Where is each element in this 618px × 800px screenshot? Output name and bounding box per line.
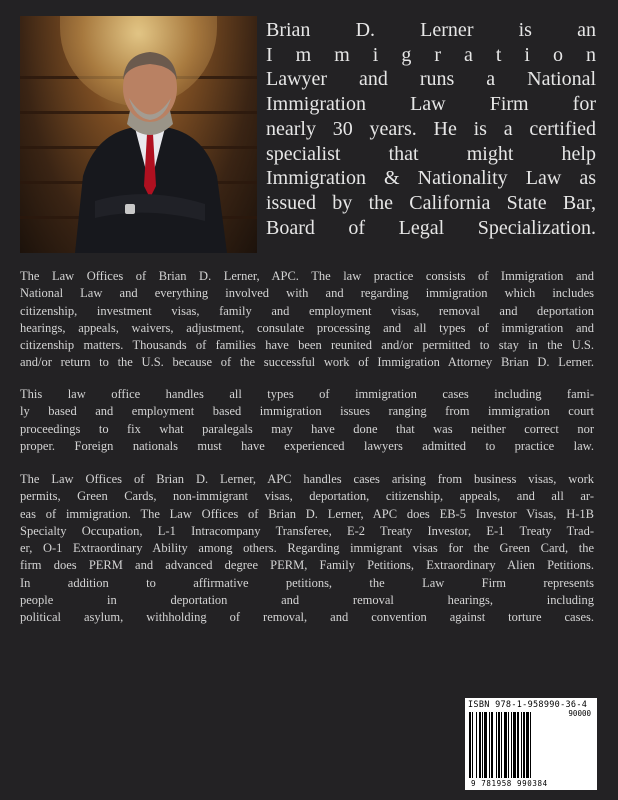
- bio-line: Lawyer and runs a National: [266, 68, 596, 91]
- price-code: 90000: [568, 709, 591, 718]
- paragraph-line: eas of immigration. The Law Offices of Brian D. Lerner, APC does EB-5 Investor Visas, H-1B: [20, 506, 594, 521]
- author-bio: [266, 18, 596, 240]
- author-figure: [65, 36, 235, 253]
- isbn-text: ISBN 978-1-958990-36-4: [468, 700, 588, 710]
- paragraph-line: permits, Green Cards, non-immigrant visas, deportation, citizenship, appeals, and all ar-: [20, 489, 594, 504]
- paragraph-line: ly based and employment based immigration issues ranging from immigration court: [20, 404, 594, 419]
- paragraph-line: er, O-1 Extraordinary Ability among others. Regarding immigrant visas for the Green Card, the: [20, 541, 594, 556]
- paragraph-line: citizenship, investment visas, family and employment visas, removal and deportation: [20, 303, 594, 318]
- paragraph-line: firm does PERM and advanced degree PERM, Family Petitions, Extraordinary Alien Petitions.: [20, 558, 594, 573]
- paragraph-law-offices: [20, 268, 594, 372]
- paragraph-line: people in deportation and removal hearings, including: [20, 593, 594, 608]
- paragraph-line: proceedings to fix what paralegals may have done that was neither correct nor: [20, 421, 594, 436]
- paragraph-line: citizenship matters. Thousands of families have been reunited and/or permitted to stay in the U.S.: [20, 338, 594, 353]
- paragraph-case-types: [20, 386, 594, 455]
- bio-line: Board of Legal Specialization.: [266, 216, 596, 239]
- barcode-digits: 9 781958 990384: [471, 779, 548, 788]
- paragraph-line: In addition to affirmative petitions, the Law Firm represents: [20, 575, 594, 590]
- barcode-bars: [469, 712, 565, 778]
- paragraph-line: National Law and everything involved with and regarding immigration which includes: [20, 286, 594, 301]
- bio-line: nearly 30 years. He is a certified: [266, 117, 596, 140]
- paragraph-line: hearings, appeals, waivers, adjustment, consulate processing and all types of immigration and: [20, 320, 594, 335]
- paragraph-line: The Law Offices of Brian D. Lerner, APC handles cases arising from business visas, work: [20, 472, 594, 486]
- bio-line: issued by the California State Bar,: [266, 191, 596, 214]
- paragraph-line: political asylum, withholding of removal, and convention against torture cases.: [20, 610, 594, 625]
- isbn-barcode: [465, 698, 597, 790]
- bio-line: Immigration Law Firm for: [266, 93, 596, 116]
- paragraph-line: proper. Foreign nationals must have experienced lawyers admitted to practice law.: [20, 438, 594, 453]
- bio-line: I m m i g r a t i o n: [266, 43, 596, 66]
- paragraph-line: and/or return to the U.S. because of the successful work of Immigration Attorney Brian D. Lerner.: [20, 355, 594, 370]
- author-photo: [20, 16, 257, 253]
- bio-line: Immigration & Nationality Law as: [266, 167, 596, 190]
- paragraph-services: [20, 471, 594, 627]
- bio-line: specialist that might help: [266, 142, 596, 165]
- paragraph-line: This law office handles all types of immigration cases including fami-: [20, 387, 594, 401]
- paragraph-line: The Law Offices of Brian D. Lerner, APC. The law practice consists of Immigration and: [20, 269, 594, 283]
- bio-line: Brian D. Lerner is an: [266, 19, 596, 41]
- paragraph-line: Specialty Occupation, L-1 Intracompany Transferee, E-2 Treaty Investor, E-1 Treaty Trad-: [20, 523, 594, 538]
